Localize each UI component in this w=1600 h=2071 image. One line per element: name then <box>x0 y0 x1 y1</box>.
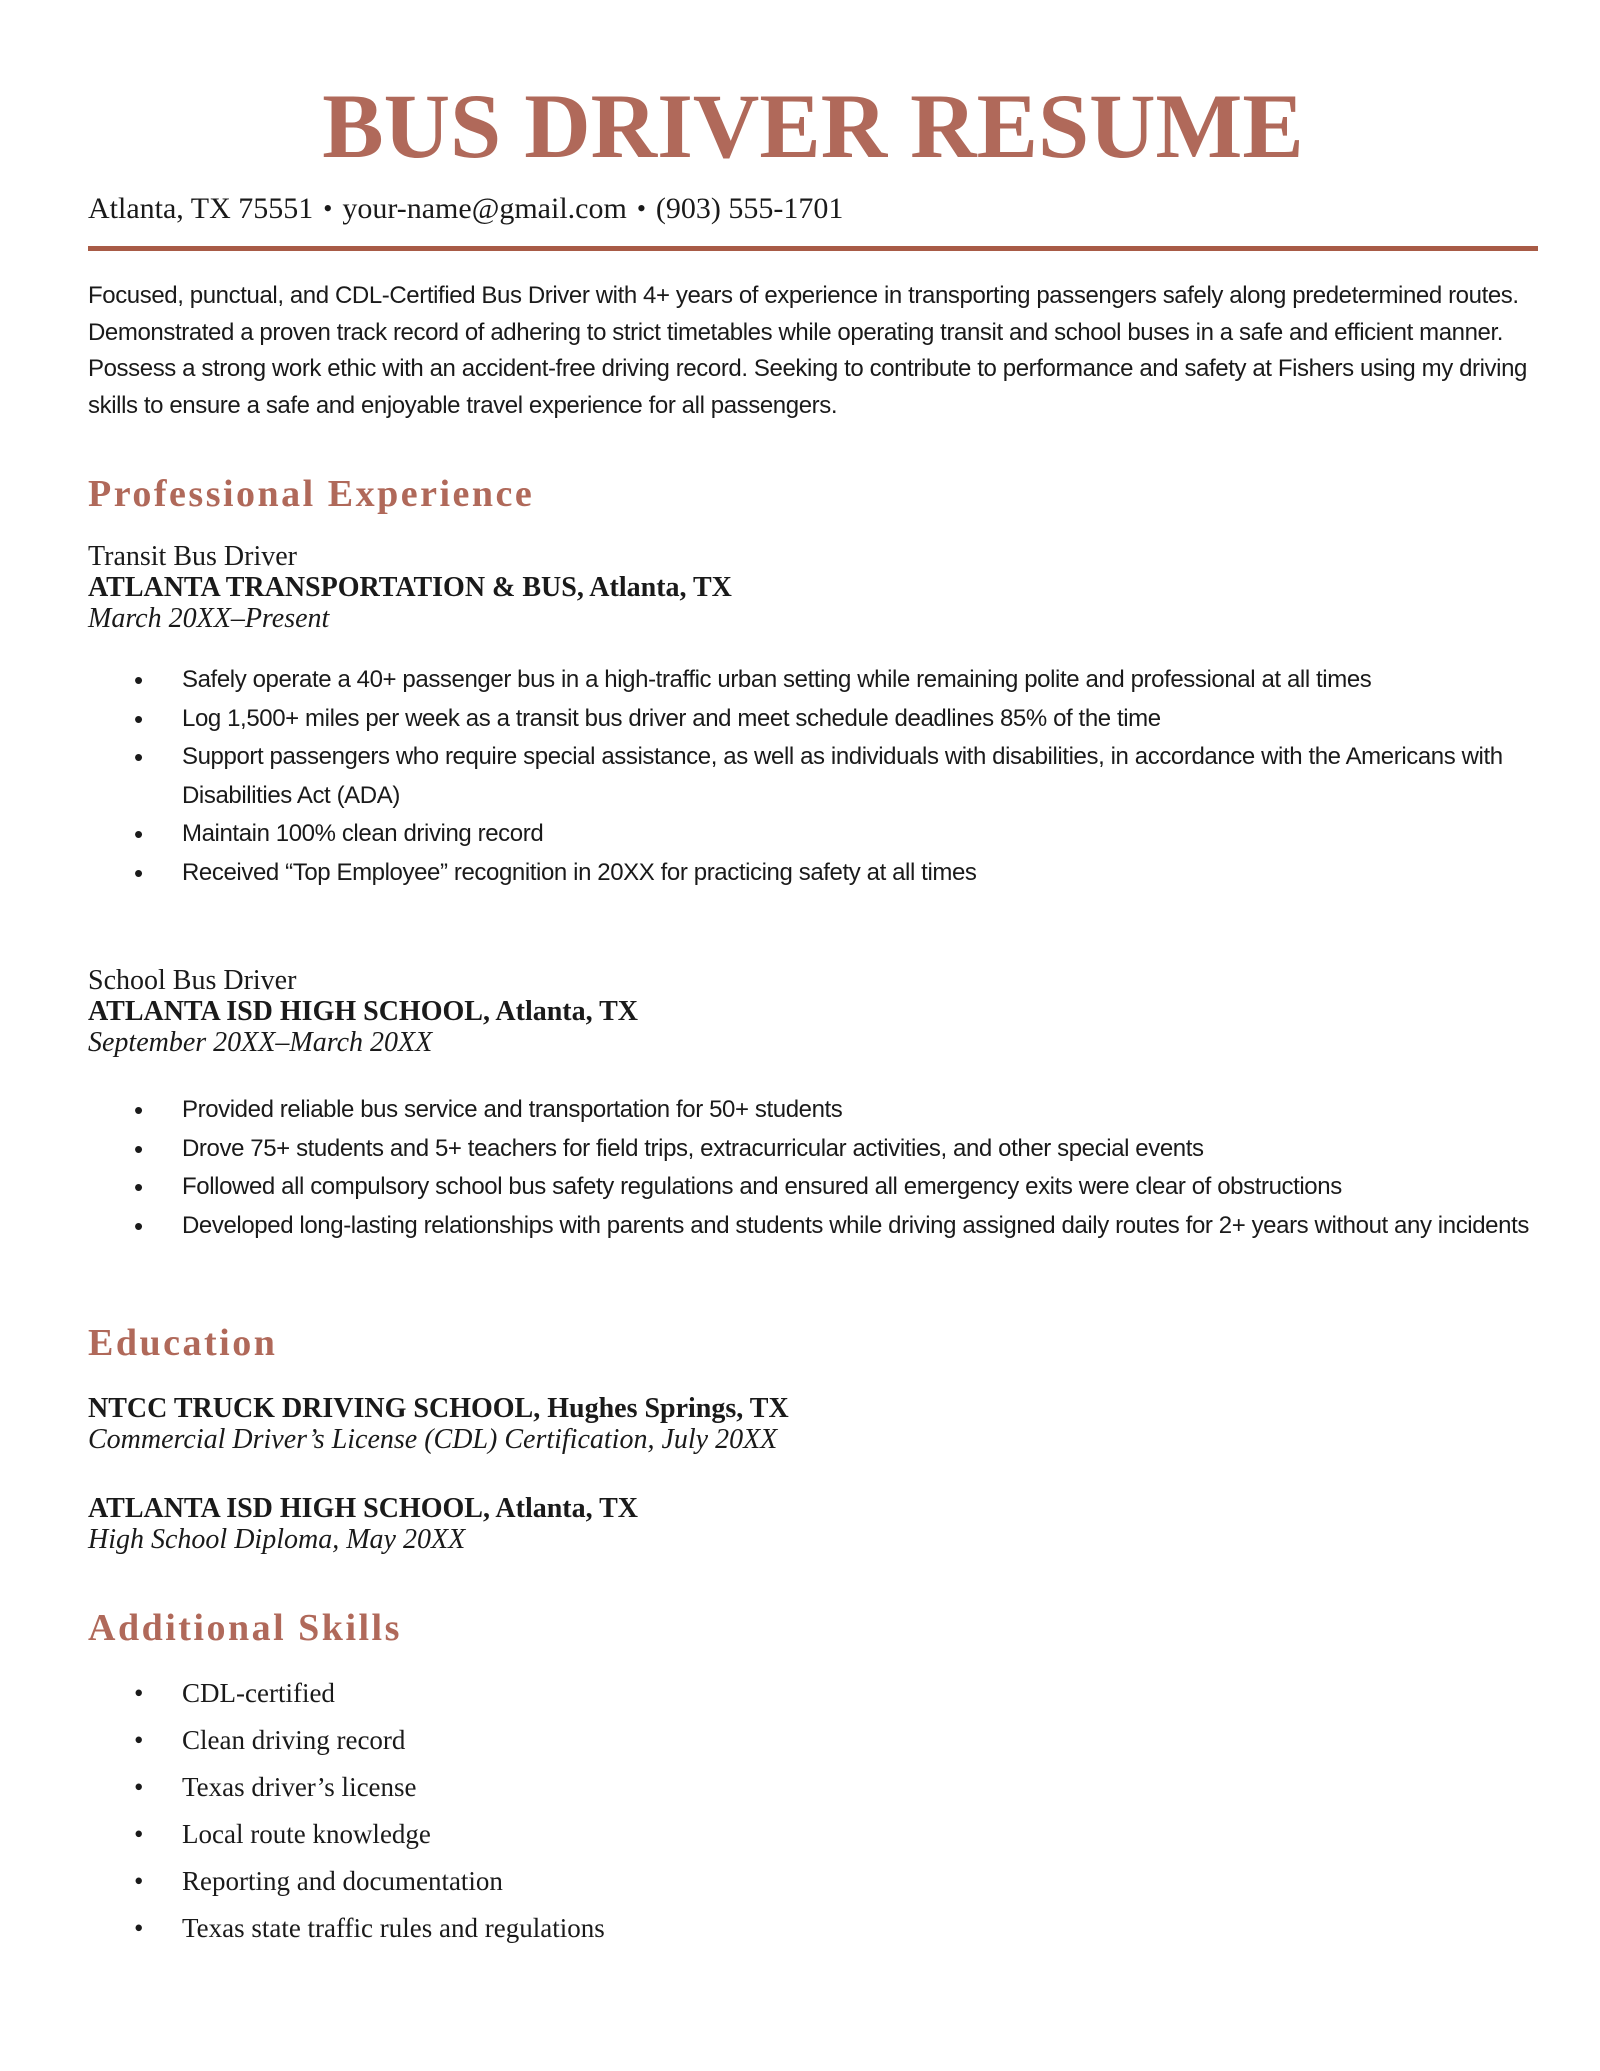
page-title: BUS DRIVER RESUME <box>322 75 1304 177</box>
education-degree: Commercial Driver’s License (CDL) Certification, July 20XX <box>88 1424 778 1455</box>
skill-item: • Reporting and documentation <box>88 1858 1538 1905</box>
bullet-item: • Received “Top Employee” recognition in 20XX for practicing safety at all times <box>88 854 1538 893</box>
education-school: NTCC TRUCK DRIVING SCHOOL, Hughes Springs, TX <box>88 1393 789 1424</box>
experience-heading: Professional Experience <box>88 473 535 515</box>
skill-item: • Clean driving record <box>88 1717 1538 1764</box>
education-heading: Education <box>88 1322 278 1364</box>
bullet-item: • Log 1,500+ miles per week as a transit bus driver and meet schedule deadlines 85% of the time <box>88 700 1538 739</box>
contact-location: Atlanta, TX 75551 <box>88 192 314 225</box>
contact-separator: • <box>323 194 333 223</box>
bullet-item: • Drove 75+ students and 5+ teachers for field trips, extracurricular activities, and other special events <box>88 1130 1538 1169</box>
education-entry <box>88 1493 1538 1555</box>
job-title: School Bus Driver <box>88 965 297 996</box>
skill-item: • Texas driver’s license <box>88 1764 1538 1811</box>
contact-phone: (903) 555-1701 <box>655 192 844 225</box>
section-experience <box>88 472 1538 1245</box>
section-skills <box>88 1606 1538 1952</box>
bullet-item: • Followed all compulsory school bus safety regulations and ensured all emergency exits were clear of obstructions <box>88 1168 1538 1207</box>
job-dates: September 20XX–March 20XX <box>88 1027 433 1058</box>
section-education <box>88 1321 1538 1555</box>
bullet-item: • Support passengers who require special assistance, as well as individuals with disabilities, in accordance with the Americans with Disabilities Act (ADA) <box>88 738 1538 815</box>
education-entry <box>88 1393 1538 1455</box>
education-school: ATLANTA ISD HIGH SCHOOL, Atlanta, TX <box>88 1493 639 1524</box>
skill-item: • CDL-certified <box>88 1670 1538 1717</box>
contact-line <box>88 193 1538 225</box>
summary-text: Focused, punctual, and CDL-Certified Bus Driver with 4+ years of experience in transporting passengers safely along predetermined routes. Demonstrated a proven track record of adhering to strict timetables while operating transit and school buses in a safe and efficient manner. Possess a strong work ethic with an accident-free driving record. Seeking to contribute to performance and safety at Fishers using my driving skills to ensure a safe and enjoyable travel experience for all passengers. <box>88 282 1527 419</box>
contact-email: your-name@gmail.com <box>342 192 627 225</box>
skills-heading: Additional Skills <box>88 1607 402 1649</box>
bullet-item: • Provided reliable bus service and transportation for 50+ students <box>88 1091 1538 1130</box>
job-block-header <box>88 965 1538 1058</box>
contact-separator: • <box>636 194 646 223</box>
job-company: ATLANTA TRANSPORTATION & BUS, Atlanta, TX <box>88 572 732 603</box>
job-bullet-list <box>88 1091 1538 1245</box>
bullet-item: • Maintain 100% clean driving record <box>88 815 1538 854</box>
job-company: ATLANTA ISD HIGH SCHOOL, Atlanta, TX <box>88 996 639 1027</box>
header-divider <box>88 246 1538 251</box>
resume-header <box>88 75 1538 251</box>
skill-item: • Texas state traffic rules and regulations <box>88 1905 1538 1952</box>
bullet-item: • Developed long-lasting relationships with parents and students while driving assigned daily routes for 2+ years without any incidents <box>88 1207 1538 1246</box>
skill-item: • Local route knowledge <box>88 1811 1538 1858</box>
job-title: Transit Bus Driver <box>88 541 297 572</box>
skills-list <box>88 1670 1538 1952</box>
job-dates: March 20XX–Present <box>88 603 330 634</box>
job-bullet-list <box>88 661 1538 892</box>
bullet-item: • Safely operate a 40+ passenger bus in a high-traffic urban setting while remaining polite and professional at all times <box>88 661 1538 700</box>
job-block-header <box>88 541 1538 634</box>
education-degree: High School Diploma, May 20XX <box>88 1524 466 1555</box>
